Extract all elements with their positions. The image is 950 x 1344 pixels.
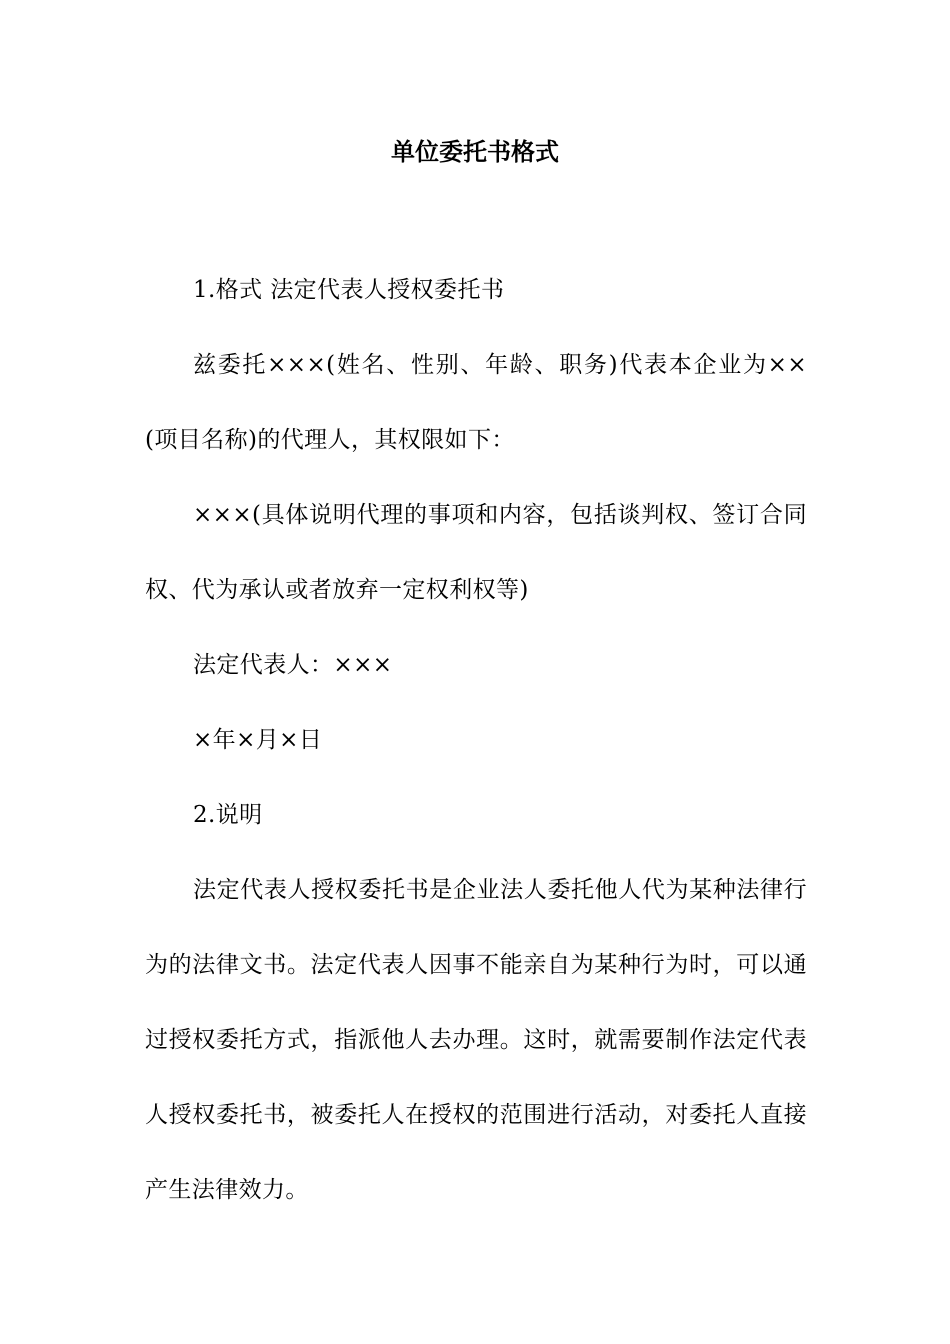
section-heading-format: 1.格式 法定代表人授权委托书 [193,277,505,303]
entrust-clause-paragraph: 兹委托×××(姓名、性别、年龄、职务)代表本企业为××(项目名称)的代理人，其权限如下： [145,352,807,453]
document-body [145,253,807,1228]
document-title: 单位委托书格式 [391,138,559,166]
section-heading-explanation: 2.说明 [193,802,263,828]
legal-representative-line: 法定代表人：××× [193,652,393,678]
explanation-paragraph: 法定代表人授权委托书是企业法人委托他人代为某种法律行为的法律文书。法定代表人因事不能亲自为某种行为时，可以通过授权委托方式，指派他人去办理。这时，就需要制作法定代表人授权委托书，被委托人在授权的范围进行活动，对委托人直接产生法律效力。 [145,877,807,1203]
authority-scope-paragraph: ×××(具体说明代理的事项和内容，包括谈判权、签订合同权、代为承认或者放弃一定权利权等) [145,502,807,603]
date-line: ×年×月×日 [193,727,323,753]
